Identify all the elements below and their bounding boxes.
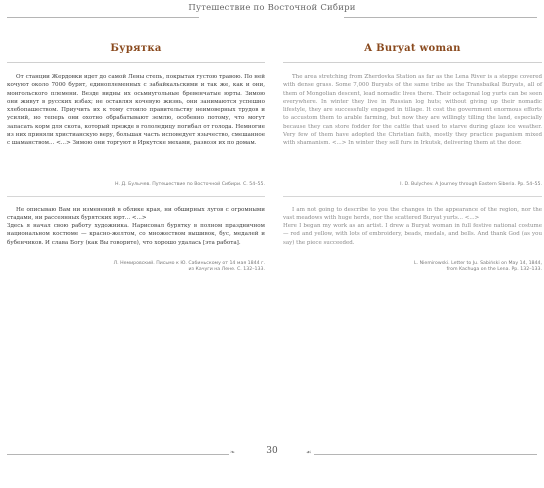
left-separator [7, 196, 265, 197]
right-title-rule [283, 62, 542, 63]
right-column-title: A Buryat woman [364, 43, 461, 54]
left-source-2: Л. Немировский. Письмо к Ю. Сабиньскому от 14 мая 1844 г. из Качуги на Лене. С. 132–133. [113, 260, 265, 273]
left-paragraph-1: От станции Жердовки идет до самой Лены степь, покрытая густою травою. По ней кочуют около 7000 бурят, единоплеменных с забайкальскими и так же, как и они, монгольского племени. Везде видны их осьмиугольные бревенчатые юрты. Зимою они живут в русских избах; не оставляя кочевую жизнь, они занимаются успешно хлебопашеством. Приучить их к тому стоило правительству неимоверных трудов и усилий, но теперь они охотно обрабатывают землю, особенно потому, что могут запасать корм для скота, который прежде в гололедицу погибал от голода. Немногие из них приняли христианскую веру, большая часть исповедует язычество, смешанное с шаманством... <...> Зимою они торгуют в Иркутске мехами, развозя их по домам. [7, 74, 265, 147]
right-source-2: L. Niemirowski. Letter to Ju. Sabiński on May 14, 1844, from Kachuga on the Lena. Pp. 132–133. [414, 260, 542, 273]
footer-rule-right [314, 454, 537, 455]
running-header-title: Путешествие по Восточной Сибири [188, 3, 356, 13]
left-source-1: Н. Д. Булычев. Путешествие по Восточной Сибири. С. 54–55. [114, 182, 265, 187]
page-number: 30 [266, 446, 278, 456]
left-column-title: Бурятка [110, 43, 162, 54]
right-paragraph-2: I am not going to describe to you the changes in the appearance of the region, nor the vast meadows with huge herds, nor the scattered Buryat yurts... <...> Here I began my work as an artist. I drew a Buryat woman in full festive national costume — red and yellow, with lots of embroidery, beads, medals, and bells. And thank God (as you say) the piece succeeded. [283, 206, 542, 246]
right-ornament-icon: ☙ [306, 449, 312, 456]
right-source-1: I. D. Bulychev. A Journey through Eastern Siberia. Pp. 54–55. [400, 182, 542, 187]
left-column [7, 43, 265, 274]
right-separator [283, 196, 542, 197]
left-ornament-icon: ❧ [230, 449, 236, 456]
right-column [283, 43, 542, 274]
footer-rule-left [7, 454, 229, 455]
header-rule-right [344, 17, 537, 18]
header-rule-left [7, 17, 199, 18]
left-title-rule [7, 62, 265, 63]
left-paragraph-2: Не описываю Вам ни изменений в облике края, ни обширных лугов с огромными стадами, ни рассеянных бурятских юрт... <...> Здесь я начал свою работу художника. Нарисовал бурятку в полном праздничном национальном костюме — красно-желтом, со множеством вышивок, бус, медалей и бубенчиков. И слава Богу (как Вы говорите), что хорошо удалась [эта работа]. [7, 206, 265, 246]
right-paragraph-1: The area stretching from Zherdovka Station as far as the Lena River is a steppe covered with dense grass. Some 7,000 Buryats of the same tribe as the Transbaikal Buryats, all of them of Mongolian descent, lead nomadic lives there. Their octagonal log yurts can be seen everywhere. In winter they live in Russian log huts; without giving up their nomadic lifestyle, they are successfully engaged in tillage. It cost the government enormous efforts to accustom them to arable farming, but now they are willingly tilling the land, especially because they can store fodder for the cattle that used to starve during glaze ice weather. Very few of them have adopted the Christian faith, mostly they practice paganism mixed with shamanism. <...> In winter they sell furs in Irkutsk, delivering them at the door. [283, 74, 542, 147]
